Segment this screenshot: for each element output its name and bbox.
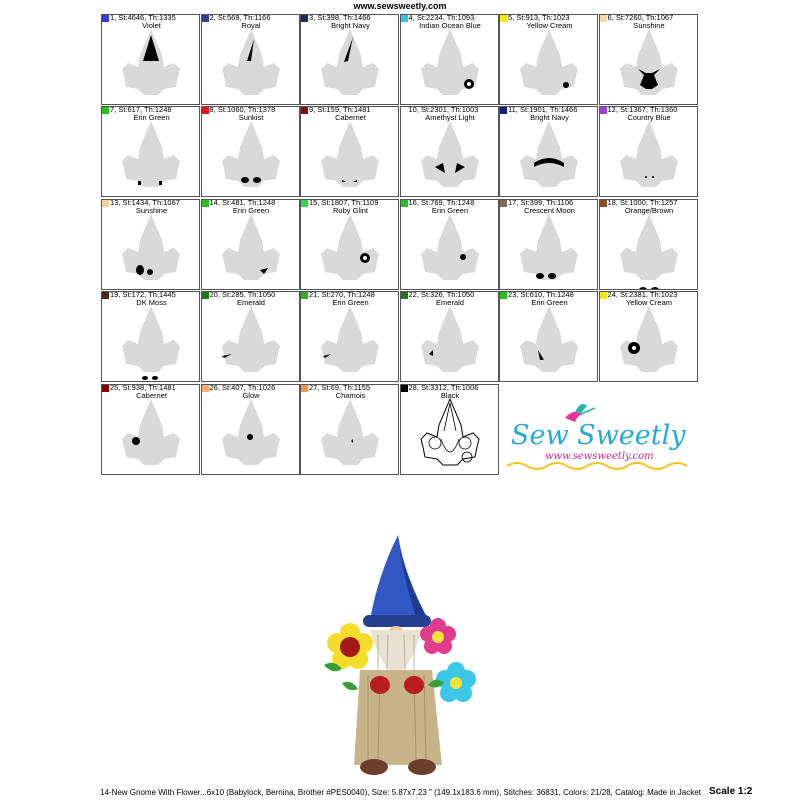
color-cell <box>201 291 300 382</box>
color-name: Emerald <box>237 298 265 308</box>
color-header: 12, St:1367, Th:1360 <box>607 106 678 115</box>
color-header: 18, St:1000, Th:1257 <box>607 198 678 207</box>
color-swatch <box>401 200 408 207</box>
color-header: 6, St:7260, Th:1067 <box>607 14 674 22</box>
color-name: Sunkist <box>238 113 264 123</box>
color-header: 17, St:399, Th:1106 <box>508 198 574 207</box>
color-swatch <box>600 15 607 22</box>
color-cell <box>499 106 598 197</box>
color-swatch <box>500 292 507 299</box>
color-swatch <box>600 200 607 207</box>
color-header: 13, St:1434, Th:1067 <box>110 198 180 207</box>
color-swatch <box>202 15 209 22</box>
color-cell <box>300 199 399 290</box>
color-name: Erin Green <box>531 298 568 308</box>
color-cell <box>499 291 598 382</box>
color-cell <box>300 384 399 475</box>
color-cell <box>599 291 698 382</box>
color-name: Royal <box>241 21 261 30</box>
color-swatch <box>301 292 308 299</box>
color-name: Orange/Brown <box>624 205 674 215</box>
color-swatch <box>102 292 109 299</box>
color-name: Cabernet <box>136 390 167 400</box>
color-header: 22, St:326, Th:1050 <box>408 291 475 300</box>
color-cell <box>300 291 399 382</box>
color-name: Cabernet <box>335 113 366 123</box>
color-name: Sunshine <box>633 21 665 30</box>
color-name: Glow <box>242 390 260 400</box>
logo-text: Sew Sweetly <box>511 420 686 451</box>
color-header: 3, St:398, Th:1466 <box>309 14 371 22</box>
color-cell <box>300 14 399 105</box>
color-swatch <box>202 107 209 114</box>
color-cell <box>499 14 598 105</box>
color-header: 1, St:4646, Th:1335 <box>110 14 176 22</box>
color-swatch <box>301 15 308 22</box>
site-url: www.sewsweetly.com <box>353 1 447 11</box>
color-cell <box>201 384 300 475</box>
color-name: Bright Navy <box>331 21 370 30</box>
color-cell <box>101 291 200 382</box>
color-header: 23, St:610, Th:1248 <box>508 291 574 300</box>
color-name: Violet <box>142 21 161 30</box>
color-name: Crescent Moon <box>524 205 575 215</box>
color-header: 28, St:3312, Th:1006 <box>408 383 479 392</box>
logo-url: www.sewsweetly.com <box>545 451 654 462</box>
color-cell <box>599 199 698 290</box>
color-header: 10, St:2301, Th:1003 <box>408 106 479 115</box>
color-cell <box>400 199 499 290</box>
color-cell <box>101 199 200 290</box>
color-cell <box>599 106 698 197</box>
color-header: 26, St:407, Th:1026 <box>209 383 276 392</box>
color-cell <box>400 384 499 475</box>
color-name: DK Moss <box>136 298 167 308</box>
color-swatch <box>102 107 109 114</box>
color-cell <box>201 106 300 197</box>
color-header: 5, St:913, Th:1023 <box>508 14 570 22</box>
color-swatch <box>600 107 607 114</box>
color-name: Erin Green <box>232 205 270 215</box>
color-cell <box>400 291 499 382</box>
color-swatch <box>500 15 507 22</box>
color-header: 8, St:1060, Th:1378 <box>209 106 276 115</box>
color-swatch <box>600 292 607 299</box>
color-cell <box>101 14 200 105</box>
color-cell <box>499 199 598 290</box>
footer-info: 14-New Gnome With Flower...6x10 (Babylock, Bernina, Brother #PES0040), Size: 5.87x7.23 " (149.1x183.6 mm), Stitches: 36831, Colors: 21/28, Catalog: Made in Jacket <box>100 788 701 797</box>
color-cell <box>400 14 499 105</box>
color-swatch <box>500 200 507 207</box>
color-header: 14, St:481, Th:1248 <box>209 198 276 207</box>
color-name: Ruby Glint <box>332 205 368 215</box>
color-header: 4, St:2234, Th:1093 <box>408 14 475 22</box>
color-swatch <box>102 200 109 207</box>
color-name: Country Blue <box>627 113 671 123</box>
color-header: 16, St:769, Th:1248 <box>408 198 475 207</box>
color-swatch <box>401 15 408 22</box>
color-header: 20, St:285, Th:1050 <box>209 291 276 300</box>
color-name: Indian Ocean Blue <box>419 21 481 30</box>
color-name: Yellow Cream <box>626 298 672 308</box>
color-name: Amethyst Light <box>425 113 475 123</box>
color-swatch <box>301 385 308 392</box>
color-cell <box>400 106 499 197</box>
color-header: 19, St:172, Th:1445 <box>110 291 176 300</box>
color-swatch <box>500 107 507 114</box>
color-name: Erin Green <box>431 205 469 215</box>
color-cell <box>201 14 300 105</box>
color-header: 15, St:1807, Th:1109 <box>309 198 379 207</box>
color-name: Chamois <box>335 390 366 400</box>
color-swatch <box>301 200 308 207</box>
color-name: Black <box>440 390 460 400</box>
color-cell <box>599 14 698 105</box>
color-name: Emerald <box>436 298 464 308</box>
color-name: Bright Navy <box>530 113 569 123</box>
color-header: 25, St:938, Th:1481 <box>110 383 176 392</box>
color-swatch <box>401 385 408 392</box>
color-header: 27, St:69, Th:1155 <box>309 383 371 392</box>
color-swatch <box>301 107 308 114</box>
color-header: 7, St:617, Th:1248 <box>110 106 172 115</box>
color-name: Erin Green <box>332 298 369 308</box>
color-swatch <box>102 15 109 22</box>
color-header: 11, St:1901, Th:1466 <box>508 106 578 115</box>
color-cell <box>101 106 200 197</box>
color-cell <box>201 199 300 290</box>
color-swatch <box>102 385 109 392</box>
color-header: 21, St:270, Th:1248 <box>309 291 375 300</box>
color-swatch <box>202 385 209 392</box>
sew-sweetly-logo <box>505 400 690 475</box>
color-swatch <box>401 107 408 114</box>
color-cell <box>101 384 200 475</box>
color-header: 24, St:2381, Th:1023 <box>607 291 678 300</box>
color-cell <box>300 106 399 197</box>
color-header: 9, St:159, Th:1481 <box>309 106 371 115</box>
color-name: Erin Green <box>133 113 170 123</box>
gnome-design-preview <box>318 535 478 785</box>
color-swatch <box>202 200 209 207</box>
color-header: 2, St:569, Th:1166 <box>209 14 271 22</box>
scale-label: Scale 1:2 <box>709 786 753 797</box>
color-name: Yellow Cream <box>526 21 573 30</box>
color-swatch <box>202 292 209 299</box>
color-swatch <box>401 292 408 299</box>
color-name: Sunshine <box>135 205 168 215</box>
